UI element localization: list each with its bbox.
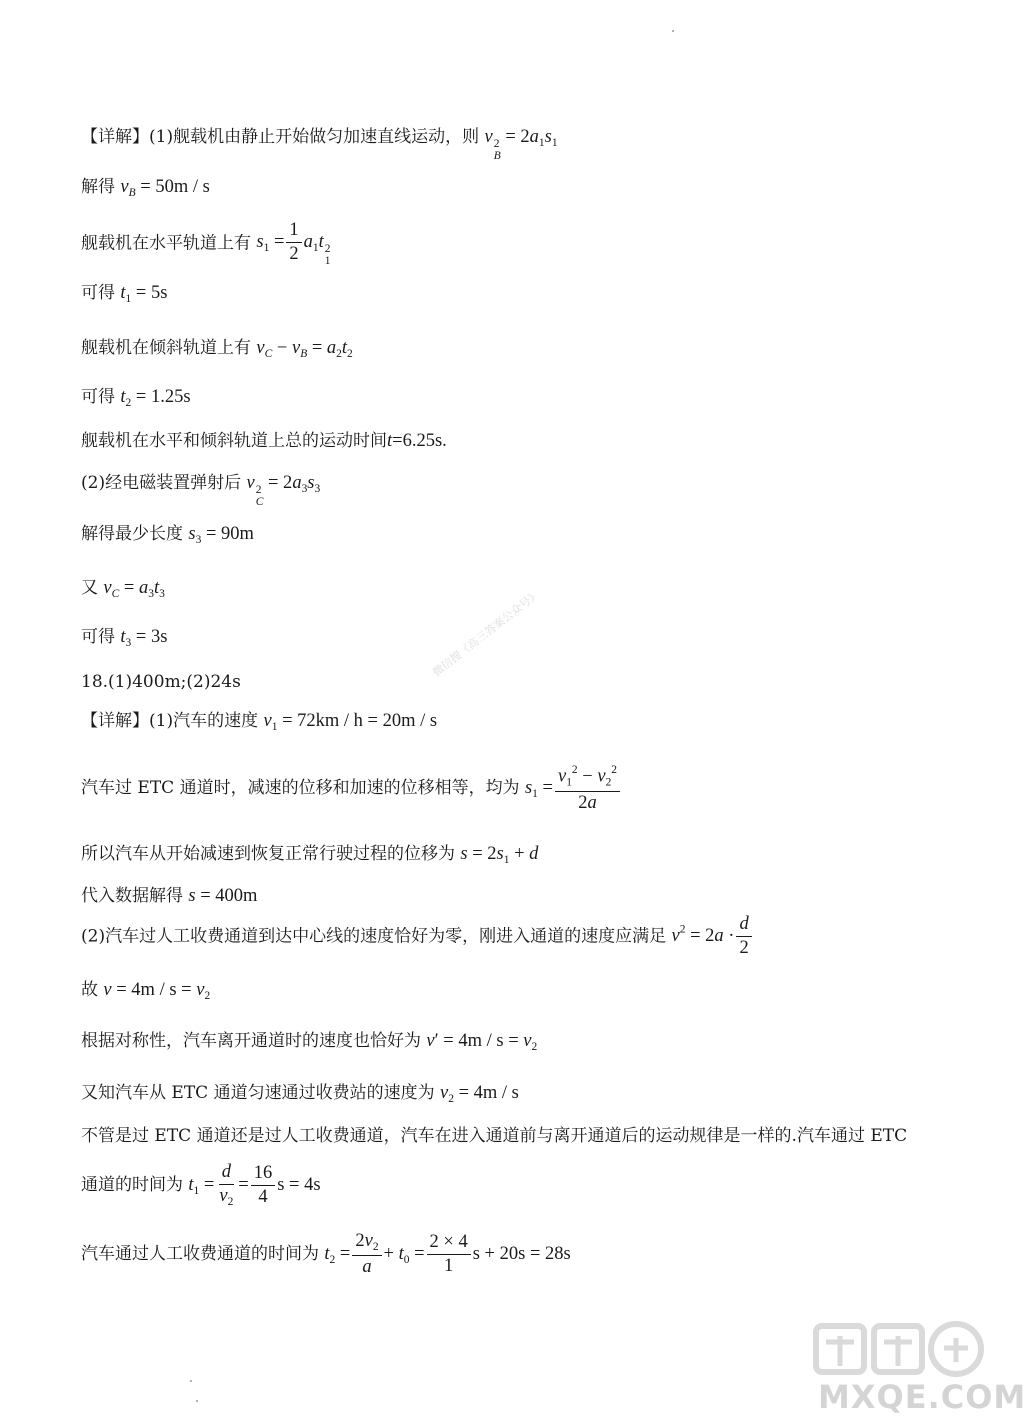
line-12: 18.(1)400m;(2)24s	[81, 672, 241, 692]
formula-s1: $s_1$ = $\frac{1}{2}$ $a_1t$ 2 1	[256, 220, 331, 267]
line-2: 解得 $v_B = 50m / s$	[81, 177, 210, 199]
line-17: (2)汽车过人工收费通道到达中心线的速度恰好为零，刚进入通道的速度应满足 $v^2 = 2a$ · $\frac{d}{2}$	[81, 915, 754, 959]
line-9: 解得最少长度 $s_3 = 90m$	[81, 524, 254, 546]
line-3: 舰载机在水平轨道上有 $s_1$ = $\frac{1}{2}$ $a_1t$ 2 1	[81, 220, 331, 267]
line-18: 故 $v = 4m / s = v_2$	[81, 980, 211, 1002]
line-6: 可得 $t_2 = 1.25s$	[81, 387, 191, 409]
line-13: 【详解】(1)汽车的速度 $v_1 = 72km / h = 20m / s$	[81, 711, 438, 733]
line-14: 汽车过 ETC 通道时，减速的位移和加速的位移相等，均为 $s_1$ = $\frac{v_1^2 - v_2^2}{2a}$	[81, 764, 622, 813]
line-19: 根据对称性，汽车离开通道时的速度也恰好为 $v' = 4m / s = v_2$	[81, 1031, 538, 1053]
formula-t2: $t_2$ = $\frac{2v_2}{a}$ + $t_0$ = $\frac{2 \times 4}{1}$ s + 20s = 28s	[324, 1231, 571, 1278]
line-1: 【详解】(1)舰载机由静止开始做匀加速直线运动，则 v 2 B = $2a_1s_1$	[81, 127, 558, 162]
line-21: 不管是过 ETC 通道还是过人工收费通道，汽车在进入通道前与离开通道后的运动规律是一样的.汽车通过 ETC	[81, 1126, 908, 1146]
line-11: 可得 $t_3 = 3s$	[81, 627, 168, 649]
line-15: 所以汽车从开始减速到恢复正常行驶过程的位移为 $s = 2s_1 + d$	[81, 844, 539, 866]
scan-dot-bottom-2	[196, 1400, 198, 1402]
line-22: 通道的时间为 $t_1$ = $\frac{d}{v_2}$ = $\frac{16}{4}$ s = 4s	[81, 1162, 321, 1209]
line-20: 又知汽车从 ETC 通道匀速通过收费站的速度为 $v_2 = 4m / s$	[81, 1083, 519, 1105]
formula-t1: $t_1$ = $\frac{d}{v_2}$ = $\frac{16}{4}$ s = 4s	[188, 1162, 321, 1209]
line-16: 代入数据解得 s = 400m	[81, 886, 258, 906]
line-8: (2)经电磁装置弹射后 v 2 C = $2a_3s_3$	[81, 473, 321, 508]
faint-watermark: 微信搜《高三答案公众号》	[430, 587, 543, 680]
formula-vb2: v 2 B = $2a_1s_1$	[484, 127, 558, 162]
line-7: 舰载机在水平和倾斜轨道上总的运动时间t=6.25s.	[81, 431, 447, 451]
line-5: 舰载机在倾斜轨道上有 $v_C - v_B = a_2t_2$	[81, 338, 353, 360]
line-10: 又 $v_C = a_3t_3$	[81, 578, 165, 600]
scan-dot-top	[672, 30, 674, 32]
formula-s1-etc: $s_1$ = $\frac{v_1^2 - v_2^2}{2a}$	[525, 778, 622, 798]
line-23: 汽车通过人工收费通道的时间为 $t_2$ = $\frac{2v_2}{a}$ + $t_0$ = $\frac{2 \times 4}{1}$ s + 20s = 28s	[81, 1231, 571, 1278]
scan-dot-bottom-1	[190, 1380, 192, 1382]
line-4: 可得 $t_1 = 5s$	[81, 283, 168, 305]
site-logo-text: MXQE.COM	[818, 1378, 1026, 1416]
